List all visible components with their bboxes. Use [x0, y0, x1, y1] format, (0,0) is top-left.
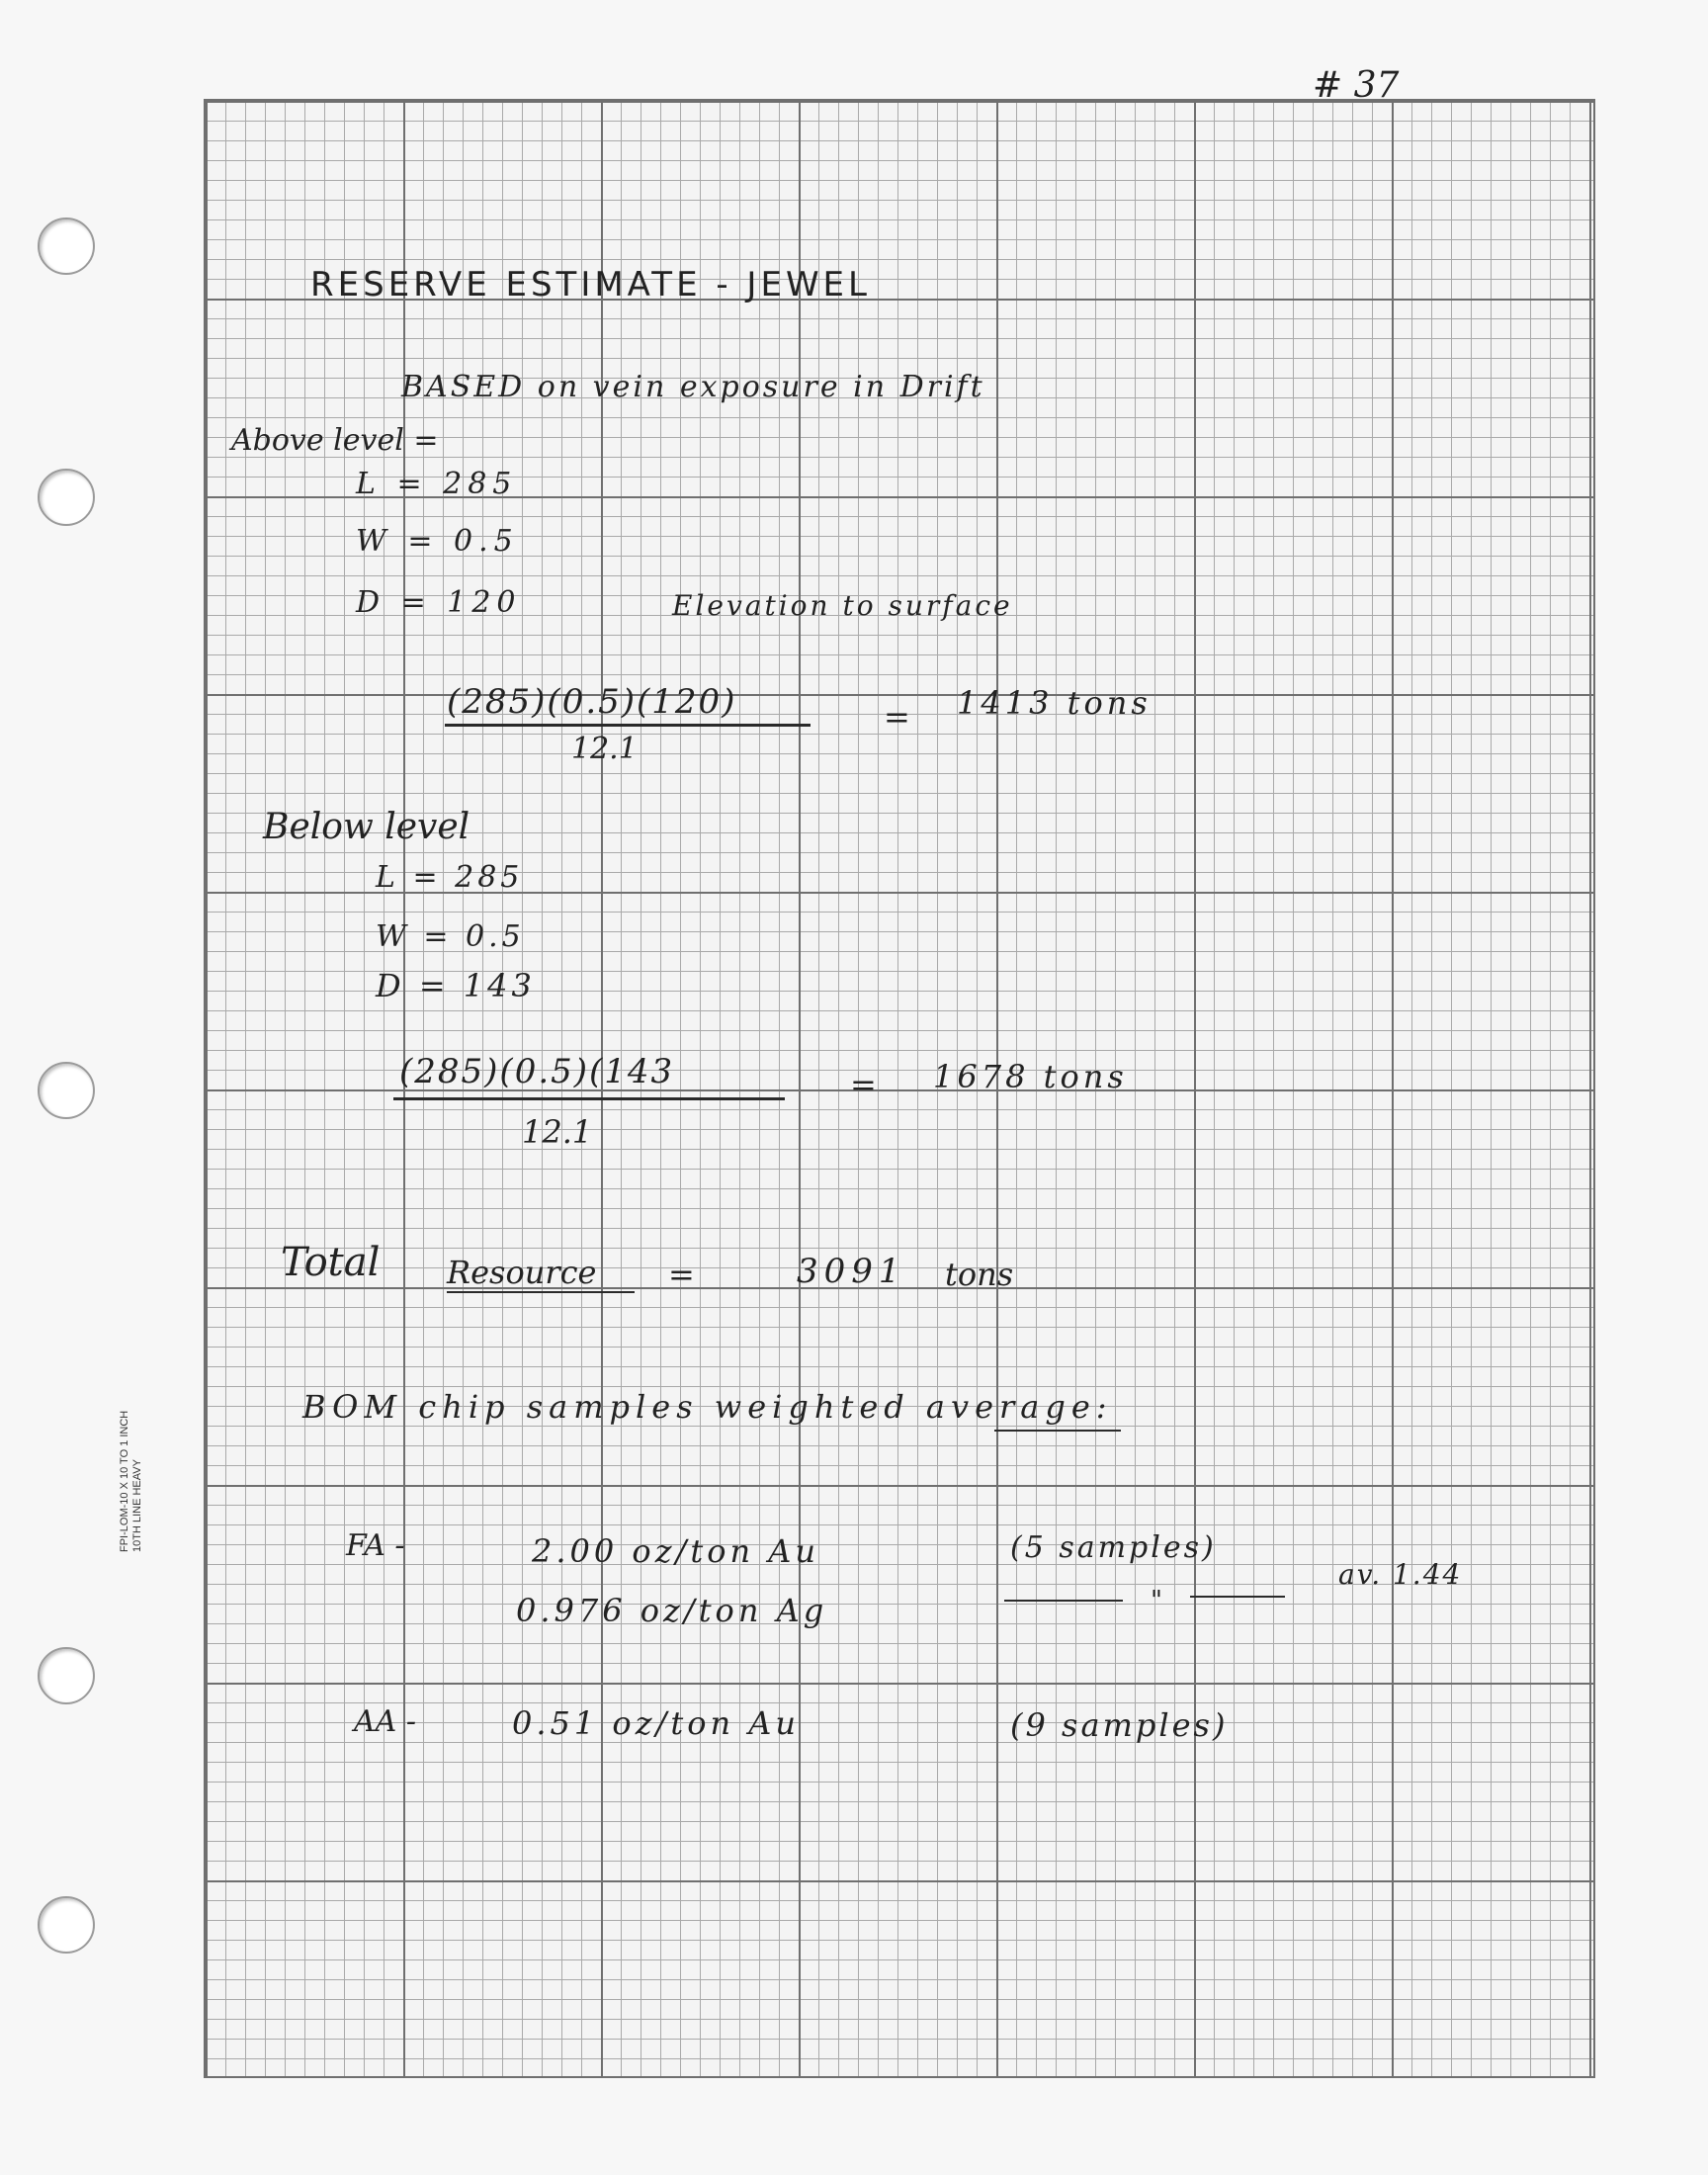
below-numerator: (285)(0.5)(143 [399, 1052, 675, 1091]
fa-ditto-line-left [1004, 1600, 1123, 1602]
paper-spec-note [119, 1411, 144, 1552]
resource-underline [447, 1291, 635, 1293]
samples-heading-underline [994, 1430, 1121, 1432]
below-result: 1678 tons [933, 1058, 1128, 1095]
samples-heading: BOM chip samples weighted average: [302, 1388, 1113, 1426]
below-width: W = 0.5 [376, 919, 525, 954]
paper-spec-line-1: FPI-LOM-10 X 10 TO 1 INCH [119, 1410, 130, 1552]
binder-hole-3 [38, 1062, 95, 1119]
total-resource-label: Resource [447, 1254, 597, 1291]
above-result: 1413 tons [957, 684, 1152, 722]
below-level-heading: Below level [263, 807, 470, 847]
binder-hole-4 [38, 1647, 95, 1704]
above-numerator: (285)(0.5)(120) [447, 682, 737, 722]
binder-hole-5 [38, 1896, 95, 1954]
fa-gold-grade: 2.00 oz/ton Au [532, 1532, 819, 1570]
above-fraction-bar [445, 724, 811, 727]
subtitle: BASED on vein exposure in Drift [401, 370, 985, 404]
fa-sample-count: (5 samples) [1010, 1530, 1217, 1565]
total-label: Total [281, 1240, 381, 1285]
aa-gold-grade: 0.51 oz/ton Au [512, 1704, 800, 1742]
above-depth-note: Elevation to surface [672, 589, 1013, 622]
above-length: L = 285 [356, 467, 518, 501]
fa-ditto-line-right [1190, 1596, 1285, 1598]
binder-hole-2 [38, 469, 95, 526]
paper-spec-line-2: 10TH LINE HEAVY [131, 1459, 143, 1552]
fa-label: FA - [346, 1528, 405, 1563]
aa-sample-count: (9 samples) [1010, 1706, 1229, 1744]
below-fraction-bar [393, 1097, 785, 1100]
aa-label: AA - [354, 1704, 417, 1739]
above-equals: = [884, 698, 910, 736]
total-equals: = [668, 1256, 695, 1293]
binder-hole-1 [38, 218, 95, 275]
above-depth: D = 120 [356, 585, 522, 620]
above-denominator: 12.1 [571, 732, 638, 766]
page-number: # 37 [1313, 65, 1400, 106]
fa-silver-grade: 0.976 oz/ton Ag [516, 1592, 828, 1629]
below-equals: = [850, 1066, 877, 1103]
below-length: L = 285 [376, 860, 524, 895]
total-value: 3091 [797, 1252, 906, 1291]
fa-ditto-mark: " [1151, 1586, 1162, 1615]
above-width: W = 0.5 [356, 524, 519, 559]
page-title: RESERVE ESTIMATE - JEWEL [310, 265, 871, 304]
above-level-heading: Above level = [231, 423, 439, 458]
below-depth: D = 143 [376, 967, 536, 1004]
fa-average: av. 1.44 [1338, 1558, 1463, 1591]
total-unit: tons [945, 1256, 1014, 1293]
below-denominator: 12.1 [522, 1113, 593, 1151]
